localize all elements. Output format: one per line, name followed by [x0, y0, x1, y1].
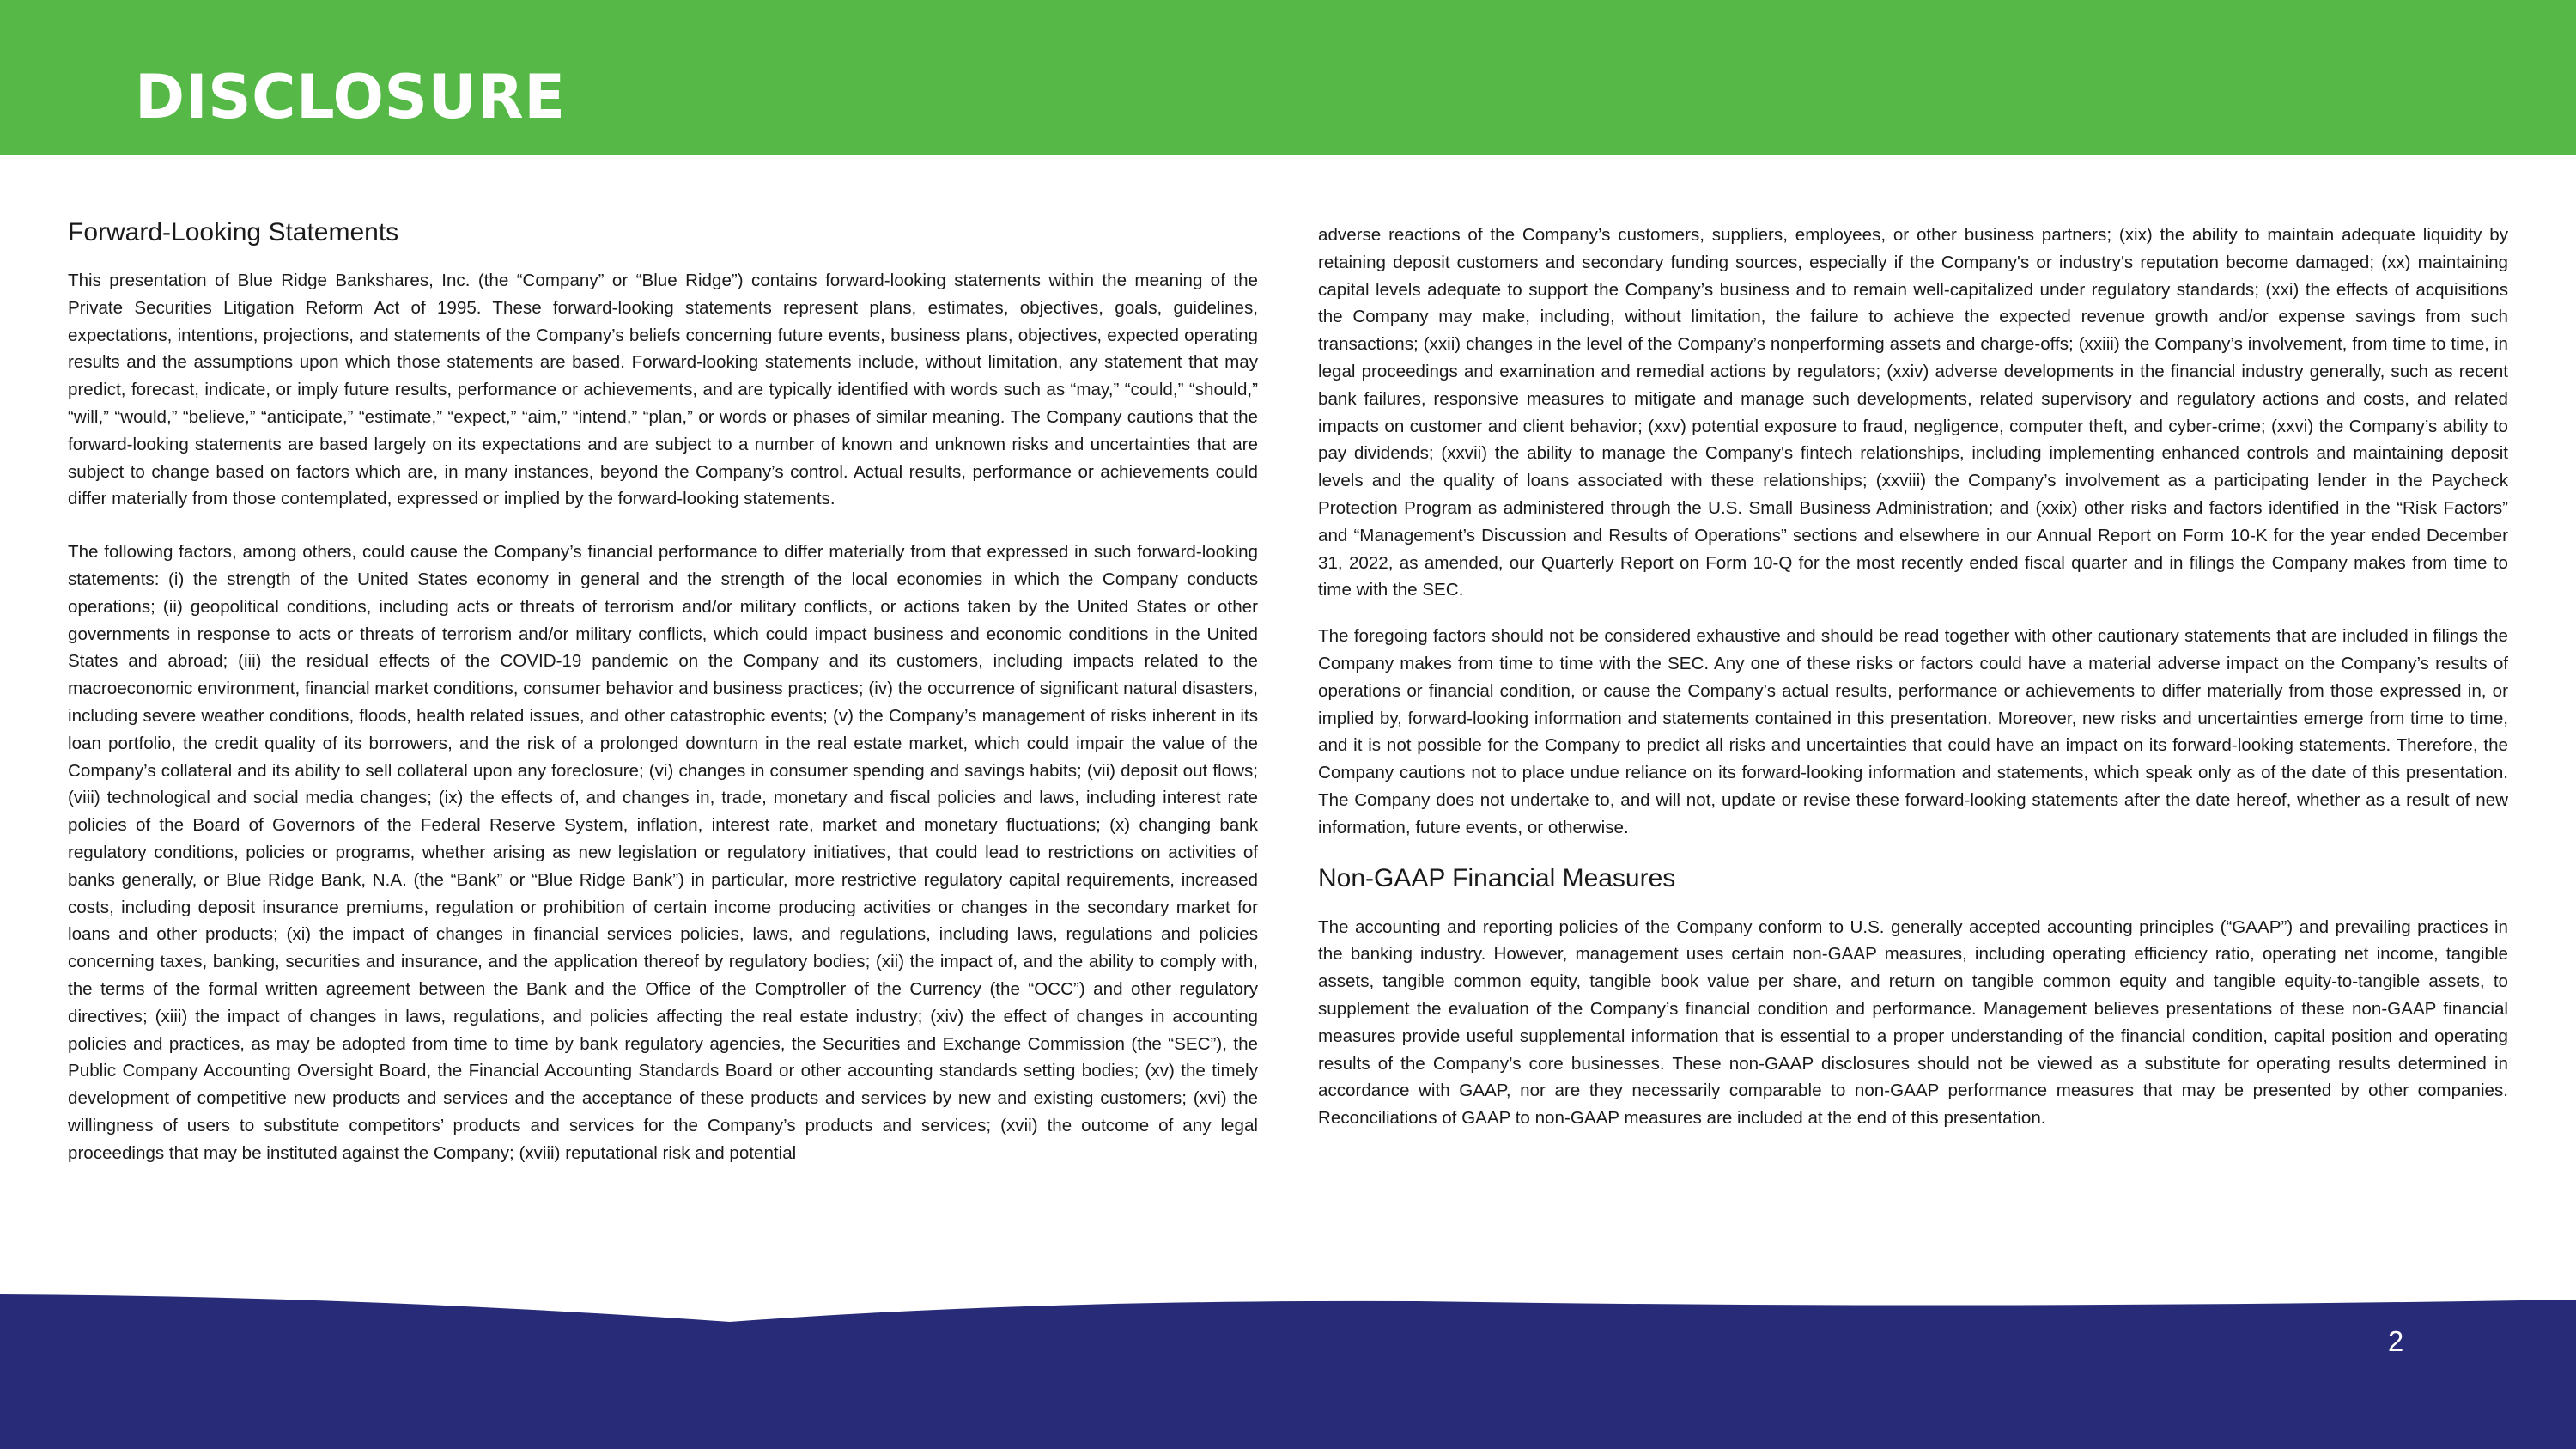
footer-band: [0, 1284, 2576, 1449]
footer-wave-shape: [0, 1294, 2576, 1449]
non-gaap-heading: Non-GAAP Financial Measures: [1318, 863, 1676, 892]
page-title: DISCLOSURE: [135, 62, 566, 132]
forward-looking-paragraph-3: adverse reactions of the Company’s customers, suppliers, employees, or other business partners; (xix) the ability to maintain adequate liquidity by retaining deposit customers and secondary funding sources, especially if the Company's or industry's reputation become damaged; (xx) maintaining capital levels adequate to support the Company’s business and to remain well-capitalized under regulatory standards; (xxi) the effects of acquisitions the Company may make, including, without limitation, the failure to achieve the expected revenue growth and/or expense savings from such transactions; (xxii) changes in the level of the Company’s nonperforming assets and charge-offs; (xxiii) the Company’s involvement, from time to time, in legal proceedings and examination and remedial actions by regulators; (xxiv) adverse developments in the financial industry generally, such as recent bank failures, responsive measures to mitigate and manage such developments, related supervisory and regulatory actions and costs, and related impacts on customer and client behavior; (xxv) potential exposure to fraud, negligence, computer theft, and cyber-crime; (xxvi) the Company’s ability to pay dividends; (xxvii) the ability to manage the Company's fintech relationships, including implementing enhanced controls and maintaining deposit levels and the quality of loans associated with these relationships; (xxviii) the Company’s involvement as a participating lender in the Paycheck Protection Program as administered through the U.S. Small Business Administration; and (xxix) other risks and factors identified in the “Risk Factors” and “Management’s Discussion and Results of Operations” sections and elsewhere in our Annual Report on Form 10-K for the year ended December 31, 2022, as amended, our Quarterly Report on Form 10-Q for the most recently ended fiscal quarter and in filings the Company makes from time to time with the SEC.: [1318, 225, 2508, 600]
page-number: 2: [2387, 1325, 2404, 1357]
forward-looking-heading: Forward-Looking Statements: [68, 218, 399, 247]
right-column: [1318, 222, 2508, 1151]
forward-looking-paragraph-1: This presentation of Blue Ridge Bankshares, Inc. (the “Company” or “Blue Ridge”) contains forward-looking statements within the meaning of the Private Securities Litigation Reform Act of 1995. These forward-looking statements represent plans, estimates, objectives, goals, guidelines, expectations, intentions, projections, and statements of the Company’s beliefs concerning future events, business plans, objectives, expected operating results and the assumptions upon which those statements are based. Forward-looking statements include, without limitation, any statement that may predict, forecast, indicate, or imply future results, performance or achievements, and are typically identified with words such as “may,” “could,” “should,” “will,” “would,” “believe,” “anticipate,” “estimate,” “expect,” “aim,” “intend,” “plan,” or words or phases of similar meaning. The Company cautions that the forward-looking statements are based largely on its expectations and are subject to a number of known and unknown risks and uncertainties that are subject to change based on factors which are, in many instances, beyond the Company’s control. Actual results, performance or achievements could differ materially from those contemplated, expressed or implied by the forward-looking statements.: [68, 271, 1258, 509]
forward-looking-paragraph-2: The following factors, among others, could cause the Company’s financial performance to differ materially from that expressed in such forward-looking statements: (i) the strength of the United States economy in general and the strength of the local economies in which the Company conducts operations; (ii) geopolitical conditions, including acts or threats of terrorism and/or military conflicts, or actions taken by the United States or other governments in response to acts or threats of terrorism and/or military conflicts, which could impact business and economic conditions in the United States and abroad; (iii) the residual effects of the COVID-19 pandemic on the Company and its customers, including impacts related to the macroeconomic environment, financial market conditions, consumer behavior and business practices; (iv) the occurrence of significant natural disasters, including severe weather conditions, floods, health related issues, and other catastrophic events; (v) the Company’s management of risks inherent in its loan portfolio, the credit quality of its borrowers, and the risk of a prolonged downturn in the real estate market, which could impair the value of the Company’s collateral and its ability to sell collateral upon any foreclosure; (vi) changes in consumer spending and savings habits; (vii) deposit out flows; (viii) technological and social media changes; (ix) the effects of, and changes in, trade, monetary and fiscal policies and laws, including interest rate policies of the Board of Governors of the Federal Reserve System, inflation, interest rate, market and monetary fluctuations; (x) changing bank regulatory conditions, policies or programs, whether arising as new legislation or regulatory initiatives, that could lead to restrictions on activities of banks generally, or Blue Ridge Bank, N.A. (the “Bank” or “Blue Ridge Bank”) in particular, more restrictive regulatory capital requirements, increased costs, including deposit insurance premiums, regulation or prohibition of certain income producing activities or changes in the secondary market for loans and other products; (xi) the impact of changes in financial services policies, laws, and regulations, including laws, regulations and policies concerning taxes, banking, securities and insurance, and the application thereof by regulatory bodies; (xii) the impact of, and the ability to comply with, the terms of the formal written agreement between the Bank and the Office of the Comptroller of the Currency (the “OCC”) and other regulatory directives; (xiii) the impact of changes in laws, regulations, and policies affecting the real estate industry; (xiv) the effect of changes in accounting policies and practices, as may be adopted from time to time by bank regulatory agencies, the Securities and Exchange Commission (the “SEC”), the Public Company Accounting Oversight Board, the Financial Accounting Standards Board or other accounting standards setting bodies; (xv) the timely development of competitive new products and services and the acceptance of these products and services by new and existing customers; (xvi) the willingness of users to substitute competitors’ products and services for the Company’s products and services; (xvii) the outcome of any legal proceedings that may be instituted against the Company; (xviii) reputational risk and potential: [68, 542, 1258, 1163]
forward-looking-paragraph-4: The foregoing factors should not be considered exhaustive and should be read together with other cautionary statements that are included in filings the Company makes from time to time with the SEC. Any one of these risks or factors could have a material adverse impact on the Company’s results of operations or financial condition, or cause the Company’s actual results, performance or achievements to differ materially from those expressed in, or implied by, forward-looking information and statements contained in this presentation. Moreover, new risks and uncertainties emerge from time to time, and it is not possible for the Company to predict all risks and uncertainties that could have an impact on its forward-looking statements. Therefore, the Company cautions not to place undue reliance on its forward-looking information and statements, which speak only as of the date of this presentation. The Company does not undertake to, and will not, update or revise these forward-looking statements after the date hereof, whether as a result of new information, future events, or otherwise.: [1318, 626, 2508, 837]
left-column: [68, 215, 1258, 1193]
non-gaap-paragraph: The accounting and reporting policies of the Company conform to U.S. generally accepted accounting principles (“GAAP”) and prevailing practices in the banking industry. However, management uses certain non-GAAP measures, including operating efficiency ratio, operating net income, tangible assets, tangible common equity, tangible book value per share, and return on tangible common equity and tangible equity-to-tangible assets, to supplement the evaluation of the Company’s financial condition and performance. Management believes presentations of these non-GAAP financial measures provide useful supplemental information that is essential to a proper understanding of the financial condition, capital position and operating results of the Company’s core businesses. These non-GAAP disclosures should not be viewed as a substitute for operating results determined in accordance with GAAP, nor are they necessarily comparable to non-GAAP performance measures that may be presented by other companies. Reconciliations of GAAP to non-GAAP measures are included at the end of this presentation.: [1318, 916, 2508, 1129]
